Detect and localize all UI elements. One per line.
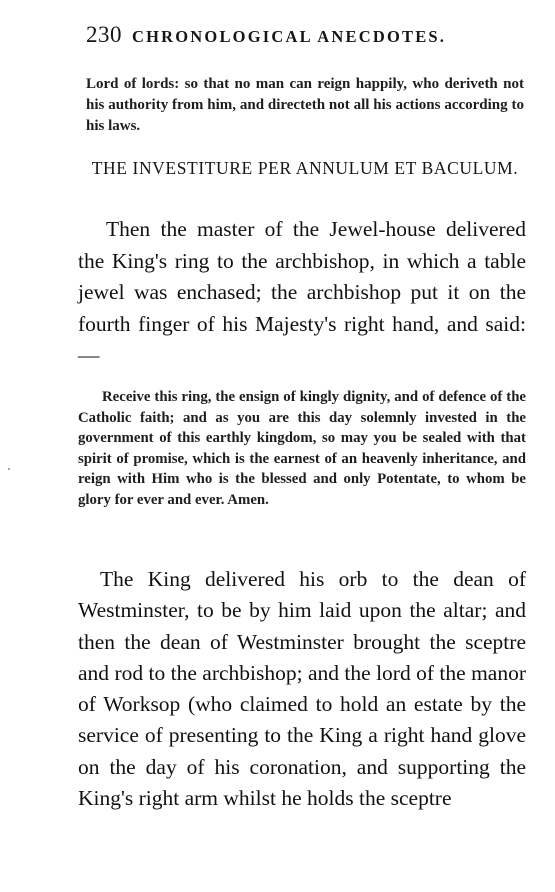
paper-speck [8,468,10,470]
running-head [86,22,526,48]
ring-paragraph: Then the master of the Jewel-house delivered the King's ring to the archbishop, in which a table jewel was enchased; the archbishop put it on the fourth finger of his Majesty's right hand, and said: — [78,217,526,367]
intro-paragraph: Lord of lords: so that no man can reign happily, who deriveth not his authority from him, and directeth not all his actions according to his laws. [86,76,524,134]
prayer-paragraph: Receive this ring, the ensign of kingly dignity, and of defence of the Catholic faith; and as you are this day solemnly invested in the government of this earthly kingdom, so may you be sealed with that spirit of promise, which is the earnest of an heavenly inheritance, and reign with Him who is the blessed and only Potentate, to whom be glory for ever and ever. Amen. [78,389,526,508]
running-title: CHRONOLOGICAL ANECDOTES. [132,27,447,46]
page-number: 230 [86,22,122,47]
orb-paragraph: The King delivered his orb to the dean of Westminster, to be by him laid upon the altar; and then the dean of Westminster brought the sceptre and rod to the archbishop; and the lord of the manor of Worksop (who claimed to hold an estate by the service of presenting to the King a right hand glove on the day of his coronation, and supporting the King's right arm whilst he holds the sceptre [78,567,526,811]
section-heading: THE INVESTITURE PER ANNULUM ET BACULUM. [91,158,519,178]
